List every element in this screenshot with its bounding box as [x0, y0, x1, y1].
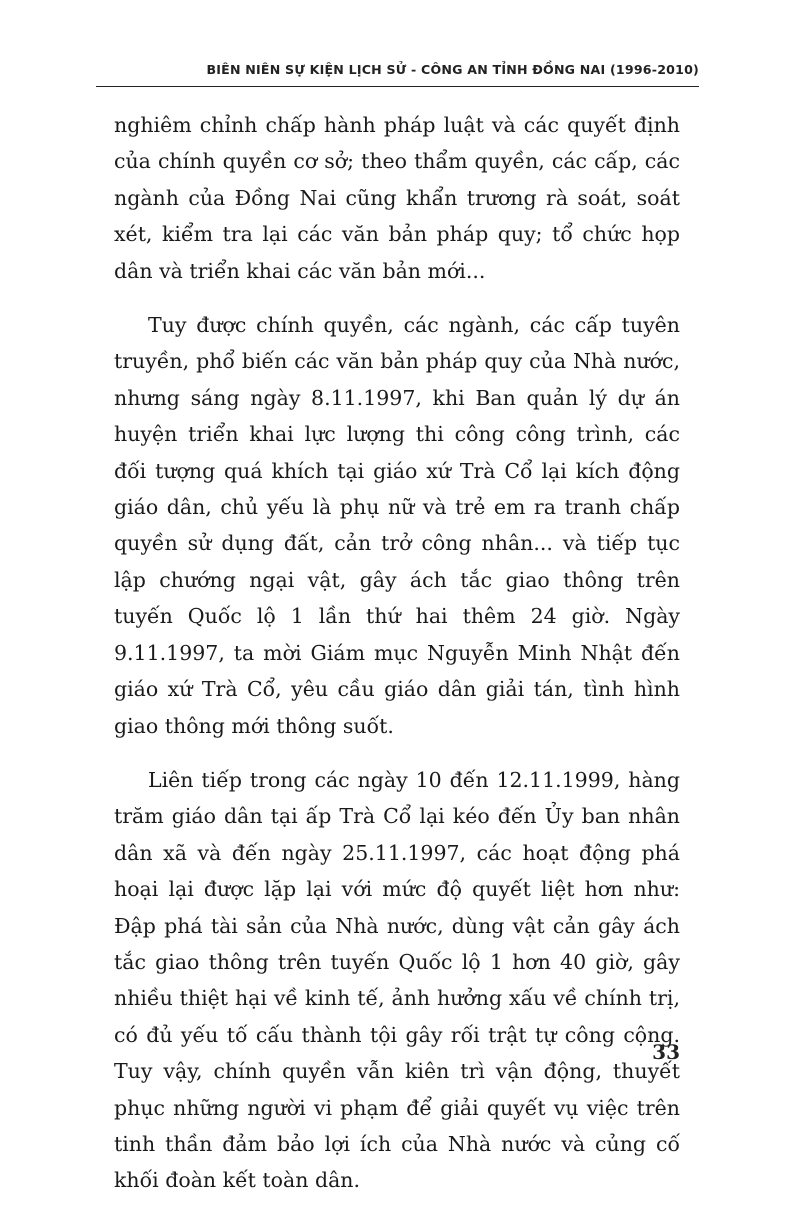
page-number: 33: [652, 1040, 680, 1064]
paragraph-continuation: nghiêm chỉnh chấp hành pháp luật và các quyết định của chính quyền cơ sở; theo thẩm quyền, các cấp, các ngành của Đồng Nai cũng khẩn trương rà soát, soát xét, kiểm tra lại các văn bản pháp quy; tổ chức họp dân và triển khai các văn bản mới...: [114, 113, 680, 283]
paragraph: Liên tiếp trong các ngày 10 đến 12.11.1999, hàng trăm giáo dân tại ấp Trà Cổ lại kéo đến Ủy ban nhân dân xã và đến ngày 25.11.1997, các hoạt động phá hoại lại được lặp lại với mức độ quyết liệt hơn như: Đập phá tài sản của Nhà nước, dùng vật cản gây ách tắc giao thông trên tuyến Quốc lộ 1 hơn 40 giờ, gây nhiều thiệt hại về kinh tế, ảnh hưởng xấu về chính trị, có đủ yếu tố cấu thành tội gây rối trật tự công cộng. Tuy vậy, chính quyền vẫn kiên trì vận động, thuyết phục những người vi phạm để giải quyết vụ việc trên tinh thần đảm bảo lợi ích của Nhà nước và củng cố khối đoàn kết toàn dân.: [114, 767, 680, 1193]
paragraph: Tuy được chính quyền, các ngành, các cấp tuyên truyền, phổ biến các văn bản pháp quy của Nhà nước, nhưng sáng ngày 8.11.1997, khi Ban quản lý dự án huyện triển khai lực lượng thi công công trình, các đối tượng quá khích tại giáo xứ Trà Cổ lại kích động giáo dân, chủ yếu là phụ nữ và trẻ em ra tranh chấp quyền sử dụng đất, cản trở công nhân... và tiếp tục lập chướng ngại vật, gây ách tắc giao thông trên tuyến Quốc lộ 1 lần thứ hai thêm 24 giờ. Ngày 9.11.1997, ta mời Giám mục Nguyễn Minh Nhật đến giáo xứ Trà Cổ, yêu cầu giáo dân giải tán, tình hình giao thông mới thông suốt.: [114, 313, 680, 738]
running-header: BIÊN NIÊN SỰ KIỆN LỊCH SỬ - CÔNG AN TỈNH ĐỒNG NAI (1996-2010): [206, 62, 699, 77]
header-rule: [96, 86, 699, 87]
